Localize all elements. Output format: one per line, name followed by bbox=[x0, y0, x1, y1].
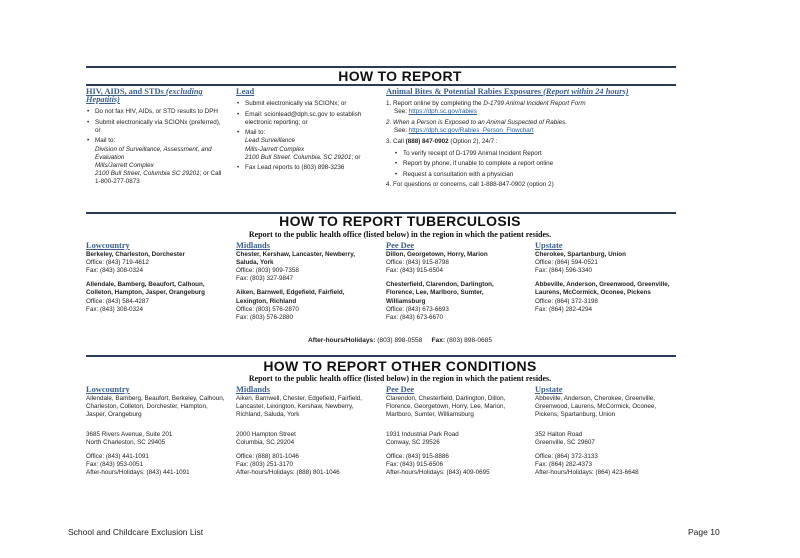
rabies-item-3: 3. Call (888) 847-0902 (Option 2), 24/7 : bbox=[386, 138, 498, 146]
tb-region-lowcountry bbox=[86, 242, 226, 320]
hiv-bullet: • Submit electronically via SCIONx (preferred), or bbox=[86, 119, 226, 135]
rabies-sub-bullets bbox=[386, 150, 678, 179]
rabies-link[interactable]: https://dph.sc.gov/rabies bbox=[408, 108, 477, 116]
tb-region-name: Upstate bbox=[535, 241, 563, 250]
rabies-sub-bullet: • To verify receipt of D-1799 Animal Incident Report bbox=[394, 150, 678, 158]
other-region-lowcountry: Lowcountry Allendale, Bamberg, Beaufort, Berkeley, Calhoun, Charleston, Colleton, Dorchester, Hampton, Jasper, Orangeburg 3685 Rivers Avenue, Suite 201 North Charleston, SC 29405 Office: (843) 441-1091 Fax: (843) 953-0051 After-hours/Holidays: (843) 441-1091 bbox=[86, 386, 228, 478]
tb-region-pee-dee bbox=[386, 242, 522, 328]
tb-office-block: Allendale, Bamberg, Beaufort, Calhoun, Colleton, Hampton, Jasper, Orangeburg Office: (843) 584-4287 Fax: (843) 308-0324 bbox=[86, 281, 205, 313]
tb-office-block: Chester, Kershaw, Lancaster, Newberry, Saluda, York Office: (803) 909-7358 Fax: (803) 327-9847 bbox=[236, 251, 355, 283]
page-number: Page 10 bbox=[688, 527, 720, 537]
tb-region-midlands bbox=[236, 242, 372, 328]
hiv-mail: • Mail to: Division of Surveillance, Assessment, and Evaluation Mills/Jarrett Complex 2100 Bull Street, Columbia SC 29201; or Call 1-800-277-0873 bbox=[86, 137, 226, 186]
lead-fax: • Fax Lead reports to (803) 898-3236 bbox=[236, 164, 374, 172]
rabies-item-1: 1. Report online by completing the D-1799 Animal Incident Report Form See: https://dph.sc.gov/rabies bbox=[386, 100, 586, 116]
tb-office-block: Aiken, Barnwell, Edgefield, Fairfield, Lexington, Richland Office: (803) 576-2870 Fax: (803) 576-2880 bbox=[236, 289, 345, 321]
other-subtitle: Report to the public health office (listed below) in the region in which the patient resides. bbox=[248, 374, 552, 383]
lead-bullet: • Email: scionlead@dph.sc.gov to establish electronic reporting; or bbox=[236, 111, 374, 127]
lead-section bbox=[236, 88, 374, 175]
hiv-section bbox=[86, 88, 226, 189]
rabies-sub-bullet: • Request a consultation with a physician bbox=[394, 171, 678, 179]
hiv-bullets bbox=[86, 108, 226, 186]
tb-office-block: Cherokee, Spartanburg, Union Office: (864) 594-0521 Fax: (864) 596-3340 bbox=[535, 251, 626, 275]
tb-office-block: Dillon, Georgetown, Horry, Marion Office: (843) 915-8798 Fax: (843) 915-6504 bbox=[386, 251, 488, 275]
footer-title: School and Childcare Exclusion List bbox=[68, 527, 204, 537]
tb-region-name: Pee Dee bbox=[386, 241, 415, 250]
tb-region-name: Lowcountry bbox=[86, 241, 130, 250]
report-title: HOW TO REPORT bbox=[338, 68, 462, 84]
rabies-flowchart-link[interactable]: https://dph.sc.gov/Rabies_Person_Flowchart bbox=[408, 127, 534, 135]
tb-region-upstate bbox=[535, 242, 677, 320]
hiv-bullet: • Do not fax HIV, AIDs, or STD results to DPH bbox=[86, 108, 226, 116]
other-top-rule bbox=[86, 355, 676, 357]
other-region-pee-dee: Pee Dee Clarendon, Chesterfield, Darlington, Dillon, Florence, Georgetown, Horry, Lee, Marion, Marlboro, Sumter, Williamsburg 1931 Industrial Park Road Conway, SC 29526 Office: (843) 915-8886 Fax: (843) 915-6506 After-hours/Holidays: (843) 409-0695 bbox=[386, 386, 526, 478]
other-region-name: Upstate bbox=[535, 385, 563, 394]
other-region-name: Pee Dee bbox=[386, 385, 415, 394]
other-title: HOW TO REPORT OTHER CONDITIONS bbox=[263, 358, 537, 374]
other-region-upstate: Upstate Abbeville, Anderson, Cherokee, Greenville, Greenwood, Laurens, McCormick, Oconee, Pickens, Spartanburg, Union 352 Halton Road Greenville, SC 29607 Office: (864) 372-3133 Fax: (864) 282-4373 After-hours/Holidays: (864) 423-6648 bbox=[535, 386, 677, 478]
tb-office-block: Abbeville, Anderson, Greenwood, Greenville, Laurens, McCormick, Oconee, Pickens Office: (864) 372-3198 Fax: (864) 282-4294 bbox=[535, 281, 670, 313]
other-region-name: Lowcountry bbox=[86, 385, 130, 394]
lead-mail: • Mail to: Lead Surveillance Mills-Jarrett Complex 2100 Bull Street. Columbia. SC 29201; or bbox=[236, 129, 374, 161]
lead-heading: Lead bbox=[236, 87, 255, 96]
tb-office-block: Berkeley, Charleston, Dorchester Office: (843) 719-4612 Fax: (843) 308-0324 bbox=[86, 251, 185, 275]
rabies-item-4: 4. For questions or concerns, call 1-888-847-0902 (option 2) bbox=[386, 181, 554, 189]
report-title-rule bbox=[86, 84, 676, 86]
rabies-heading: Animal Bites & Potential Rabies Exposures (Report within 24 hours) bbox=[386, 87, 629, 96]
tb-title: HOW TO REPORT TUBERCULOSIS bbox=[279, 213, 521, 229]
rabies-section bbox=[386, 88, 678, 189]
tb-after-hours: After-hours/Holidays: (803) 898-0558 Fax: (803) 898-0685 bbox=[307, 337, 493, 344]
tb-office-block: Chesterfield, Clarendon, Darlington, Florence, Lee, Marlboro, Sumter, Williamsburg Office: (843) 673-6693 Fax: (843) 673-6670 bbox=[386, 281, 494, 321]
tb-region-name: Midlands bbox=[236, 241, 270, 250]
hiv-heading: HIV, AIDS, and STDs (excluding Hepatitis) bbox=[86, 87, 203, 105]
other-region-midlands: Midlands Aiken, Barnwell, Chester, Edgefield, Fairfield, Lancaster, Lexington, Kershaw, Newberry, Richland, Saluda, York 2000 Hampton Street Columbia, SC 29204 Office: (888) 801-1046 Fax: (803) 251-3170 After-hours/Holidays: (888) 801-1046 bbox=[236, 386, 376, 478]
lead-bullet: • Submit electronically via SCIONx; or bbox=[236, 100, 374, 108]
rabies-sub-bullet: • Report by phone, if unable to complete a report online bbox=[394, 160, 678, 168]
lead-bullets bbox=[236, 100, 374, 172]
rabies-item-2: 2. When a Person is Exposed to an Animal Suspected of Rabies. See: https://dph.sc.gov/Rabies_Person_Flowchart bbox=[386, 119, 568, 135]
tb-subtitle: Report to the public health office (listed below) in the region in which the patient resides. bbox=[248, 230, 552, 239]
other-region-name: Midlands bbox=[236, 385, 270, 394]
